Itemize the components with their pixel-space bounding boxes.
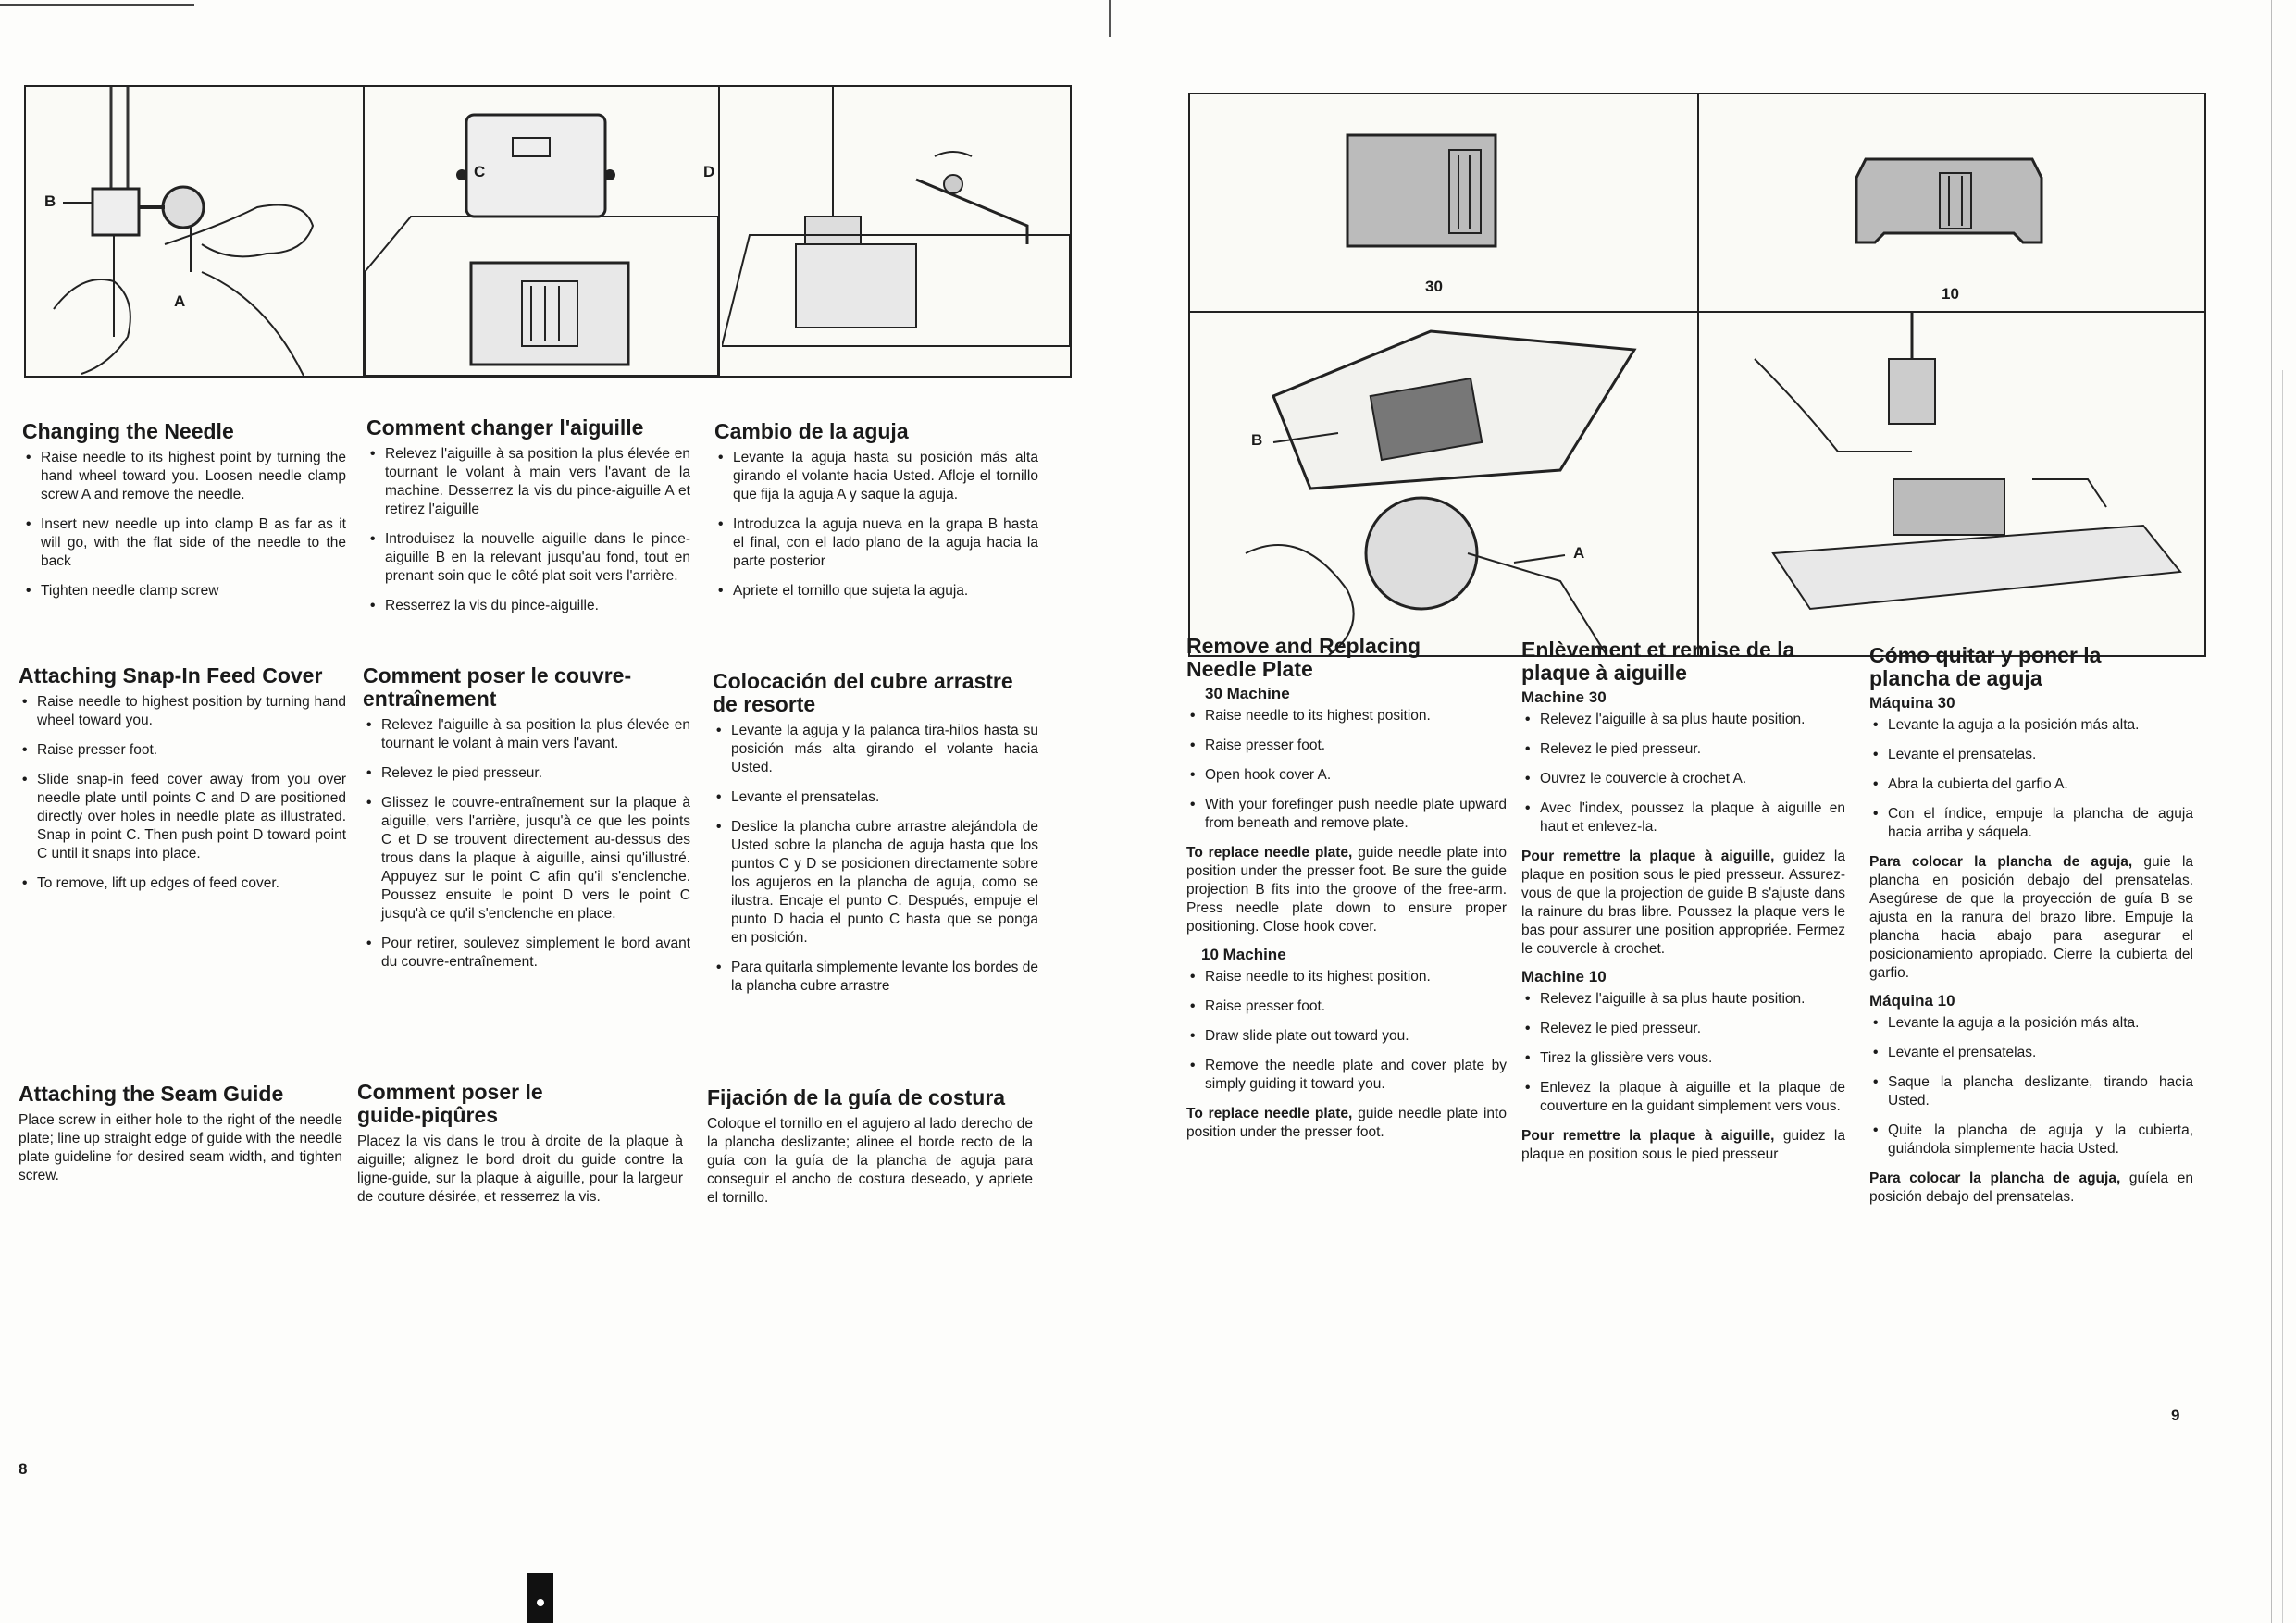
top-rule-left xyxy=(0,4,194,6)
list-item: • Levante el prensatelas. xyxy=(1888,746,2193,764)
list-item: • Quite la plancha de aguja y la cubierta, guiándola simplemente hacia Usted. xyxy=(1888,1121,2193,1158)
list-item: • Relevez l'aiguille à sa plus haute position. xyxy=(1540,990,1845,1009)
list-30-fr xyxy=(1521,711,1845,836)
list-item: • Levante la aguja a la posición más alta. xyxy=(1888,1014,2193,1033)
list-30-es xyxy=(1869,716,2193,842)
label-30: 30 xyxy=(1425,278,1443,295)
list-item: • Avec l'index, poussez la plaque à aiguille en haut et enlevez-la. xyxy=(1540,799,1845,836)
scan-edge-2 xyxy=(2282,370,2283,1623)
col-fr-changing-needle xyxy=(366,416,690,626)
label-b: B xyxy=(44,192,56,210)
replace-10-en: To replace needle plate, guide needle plate into position under the presser foot. xyxy=(1186,1106,1507,1140)
list-item: • Relevez le pied presseur. xyxy=(1540,1020,1845,1038)
seam-guide-text-es: Coloque el tornillo en el agujero al lado derecho de la plancha deslizante; alinee el borde recto de la guía con la guía de la plancha de aguja para conseguir el ancho de costura deseado, y apriete el tornillo. xyxy=(707,1116,1033,1206)
heading-changer-aiguille: Comment changer l'aiguille xyxy=(366,415,644,440)
replace-30-es: Para colocar la plancha de aguja, guie la plancha en posición debajo del prensatelas. Asegúrese de que la proyección de guía B se ajusta en la ranura del brazo libre. Empuje la plancha hacia abajo para asegurar el posicionamiento apropiado. Cierre la cubierta del garfio. xyxy=(1869,854,2194,981)
col-en-changing-needle xyxy=(22,420,346,612)
list-item: • Saque la plancha deslizante, tirando hacia Usted. xyxy=(1888,1073,2193,1110)
list-item: • Deslice la plancha cubre arrastre alejándola de Usted sobre la plancha de aguja hasta que los puntos C y D se posicionen directamente sobre los agujeros en la plancha de aguja, como se ilustra. Encaje el punto C. Después, empuje el punto D hacia el punto C hasta que se ponga en posición. xyxy=(731,818,1038,948)
list-changing-needle-en xyxy=(22,449,346,601)
list-item: • Insert new needle up into clamp B as far as it will go, with the flat side of the needle to the back xyxy=(41,515,346,571)
seam-guide-text-fr: Placez la vis dans le trou à droite de la plaque à aiguille; alignez le bord droit du guide contre la ligne-guide, sur la plaque à aiguille, pour la largeur de couture désirée, et resserrez la vis. xyxy=(357,1134,683,1205)
list-10-en xyxy=(1186,968,1507,1094)
list-changing-needle-fr xyxy=(366,445,690,615)
heading-cambio-aguja: Cambio de la aguja xyxy=(714,419,909,443)
list-item: • Glissez le couvre-entraînement sur la plaque à aiguille, vers l'arrière, jusqu'à ce que les points C et D se trouvent directement au-dessus des trous dans la plaque à aiguille, ainsi qu'illustré. Appuyez sur le point C afin qu'il s'enclenche. Poussez ensuite le point D vers le point C jusqu'à ce qu'il s'enclenche en place. xyxy=(381,794,690,923)
heading-remove-needle-plate: Remove and Replacing Needle Plate xyxy=(1186,634,1421,681)
heading-enlevement-plaque: Enlèvement et remise de la plaque à aiguille xyxy=(1521,638,1795,685)
replace-30-en: To replace needle plate, guide needle plate into position under the presser foot. Be sure the guide projection B fits into the groove of the free-arm. Press needle plate down to ensure proper positioning. Close hook cover. xyxy=(1186,845,1507,935)
list-item: • Resserrez la vis du pince-aiguille. xyxy=(385,597,690,615)
col-fr-snap-in xyxy=(363,664,690,983)
heading-guide-piqures: Comment poser le guide-piqûres xyxy=(357,1080,543,1127)
left-figure-strip xyxy=(24,85,726,378)
col-fr-needle-plate xyxy=(1521,638,1845,1173)
col-es-seam-guide xyxy=(707,1086,1033,1217)
replace-10-es: Para colocar la plancha de aguja, guíela en posición debajo del prensatelas. xyxy=(1869,1171,2193,1205)
list-30-en xyxy=(1186,707,1507,833)
needle-plate-10-illustration xyxy=(1699,94,2204,313)
heading-seam-guide: Attaching the Seam Guide xyxy=(19,1082,284,1106)
label-d: D xyxy=(703,163,715,180)
list-item: • Levante la aguja y la palanca tira-hilos hasta su posición más alta girando el volante hacia Usted. xyxy=(731,722,1038,777)
right-figure-grid xyxy=(1188,93,2206,657)
list-item: • Introduzca la aguja nueva en la grapa B hasta el final, con el lado plano de la aguja hacia la parte posterior xyxy=(733,515,1038,571)
list-item: • Raise presser foot. xyxy=(1205,737,1507,755)
list-item: • With your forefinger push needle plate upward from beneath and remove plate. xyxy=(1205,796,1507,833)
list-item: • Raise needle to its highest position. xyxy=(1205,968,1507,986)
label-b-right: B xyxy=(1251,431,1263,449)
col-es-needle-plate xyxy=(1869,644,2193,1216)
heading-quitar-plancha: Cómo quitar y poner la plancha de aguja xyxy=(1869,643,2102,690)
replace-30-fr: Pour remettre la plaque à aiguille, guidez la plaque en position sous le pied presseur. Assurez-vous de que la projection de guide B s'ajuste dans la rainure du bras libre. Poussez la plaque vers le bas pour assurer une position appropriée. Fermez le couvercle à crochet. xyxy=(1521,849,1845,957)
scan-edge xyxy=(2271,0,2272,1623)
heading-couvre-entrainement: Comment poser le couvre-entraînement xyxy=(363,663,632,711)
list-item: • Raise needle to its highest position. xyxy=(1205,707,1507,725)
page-number-right: 9 xyxy=(2171,1406,2180,1424)
list-item: • Raise needle to its highest point by turning the hand wheel toward you. Loosen needle clamp screw A and remove the needle. xyxy=(41,449,346,504)
remove-plate-10-illustration xyxy=(1699,313,2204,655)
list-item: • Relevez l'aiguille à sa position la plus élevée en tournant le volant à main vers l'avant. xyxy=(381,716,690,753)
list-item: • Remove the needle plate and cover plate by simply guiding it toward you. xyxy=(1205,1057,1507,1094)
label-a: A xyxy=(174,292,186,310)
col-es-snap-in xyxy=(713,670,1038,1007)
list-item: • Raise presser foot. xyxy=(1205,997,1507,1016)
heading-changing-needle: Changing the Needle xyxy=(22,419,234,443)
list-item: • Para quitarla simplemente levante los bordes de la plancha cubre arrastre xyxy=(731,959,1038,996)
col-es-changing-needle xyxy=(714,420,1038,612)
list-item: • Relevez le pied presseur. xyxy=(1540,740,1845,759)
subheading-10-machine: 10 Machine xyxy=(1201,946,1286,963)
list-item: • Slide snap-in feed cover away from you over needle plate until points C and D are positioned directly over holes in needle plate as illustrated. Snap in point C. Then push point D toward point C until it snaps into place. xyxy=(37,771,346,863)
subheading-machine-30: Machine 30 xyxy=(1521,688,1607,706)
col-en-seam-guide xyxy=(19,1083,342,1195)
seam-guide-text-en: Place screw in either hole to the right of the needle plate; line up straight edge of guide with the needle plate guideline for desired seam width, and tighten screw. xyxy=(19,1112,342,1183)
col-en-snap-in xyxy=(19,664,346,904)
replace-10-fr: Pour remettre la plaque à aiguille, guidez la plaque en position sous le pied presseur xyxy=(1521,1128,1845,1162)
label-a-right: A xyxy=(1573,544,1585,562)
list-snap-in-es xyxy=(713,722,1038,996)
list-item: • Tirez la glissière vers vous. xyxy=(1540,1049,1845,1068)
list-item: • Abra la cubierta del garfio A. xyxy=(1888,775,2193,794)
list-item: • Apriete el tornillo que sujeta la aguja. xyxy=(733,582,1038,601)
list-item: • Relevez le pied presseur. xyxy=(381,764,690,783)
list-item: • Relevez l'aiguille à sa position la plus élevée en tournant le volant à main vers l'avant de la machine. Desserrez la vis du pince-aiguille A et retirez l'aiguille xyxy=(385,445,690,519)
list-changing-needle-es xyxy=(714,449,1038,601)
list-item: • Introduisez la nouvelle aiguille dans le pince-aiguille B en la relevant jusqu'au fond, tout en prenant soin que le côté plat soit vers l'arrière. xyxy=(385,530,690,586)
list-snap-in-en xyxy=(19,693,346,893)
col-en-needle-plate xyxy=(1186,635,1507,1151)
page-number-left: 8 xyxy=(19,1460,28,1478)
label-c: C xyxy=(474,163,486,180)
list-item: • Con el índice, empuje la plancha de aguja hacia arriba y sáquela. xyxy=(1888,805,2193,842)
seam-guide-illustration xyxy=(722,85,1072,378)
needle-change-illustration xyxy=(26,87,365,376)
list-item: • Levante la aguja a la posición más alta. xyxy=(1888,716,2193,735)
subheading-machine-10: Machine 10 xyxy=(1521,968,1607,985)
list-item: • Relevez l'aiguille à sa plus haute position. xyxy=(1540,711,1845,729)
list-item: • Levante el prensatelas. xyxy=(1888,1044,2193,1062)
heading-guia-costura: Fijación de la guía de costura xyxy=(707,1085,1006,1109)
list-item: • Pour retirer, soulevez simplement le bord avant du couvre-entraînement. xyxy=(381,935,690,972)
list-10-fr xyxy=(1521,990,1845,1116)
list-item: • To remove, lift up edges of feed cover. xyxy=(37,874,346,893)
list-10-es xyxy=(1869,1014,2193,1158)
subheading-maquina-10: Máquina 10 xyxy=(1869,992,1955,1010)
heading-cubre-arrastre: Colocación del cubre arrastre de resorte xyxy=(713,669,1013,716)
list-item: • Levante la aguja hasta su posición más alta girando el volante hacia Usted. Afloje el tornillo que fija la aguja A y saque la aguja. xyxy=(733,449,1038,504)
list-item: • Open hook cover A. xyxy=(1205,766,1507,785)
page-divider xyxy=(1109,0,1111,37)
binding-mark xyxy=(527,1573,553,1623)
list-item: • Levante el prensatelas. xyxy=(731,788,1038,807)
list-item: • Raise presser foot. xyxy=(37,741,346,760)
list-item: • Raise needle to highest position by turning hand wheel toward you. xyxy=(37,693,346,730)
list-item: • Draw slide plate out toward you. xyxy=(1205,1027,1507,1046)
remove-plate-30-illustration xyxy=(1190,313,1699,655)
list-item: • Ouvrez le couvercle à crochet A. xyxy=(1540,770,1845,788)
needle-plate-30-illustration xyxy=(1190,94,1699,313)
list-item: • Enlevez la plaque à aiguille et la plaque de couverture en la guidant simplement vers vous. xyxy=(1540,1079,1845,1116)
subheading-30-machine: 30 Machine xyxy=(1205,685,1290,702)
subheading-maquina-30: Máquina 30 xyxy=(1869,694,1955,712)
feed-cover-illustration xyxy=(365,87,720,376)
heading-snap-in-cover: Attaching Snap-In Feed Cover xyxy=(19,663,323,688)
list-item: • Tighten needle clamp screw xyxy=(41,582,346,601)
label-10: 10 xyxy=(1942,285,1959,303)
col-fr-seam-guide xyxy=(357,1081,683,1216)
list-snap-in-fr xyxy=(363,716,690,972)
